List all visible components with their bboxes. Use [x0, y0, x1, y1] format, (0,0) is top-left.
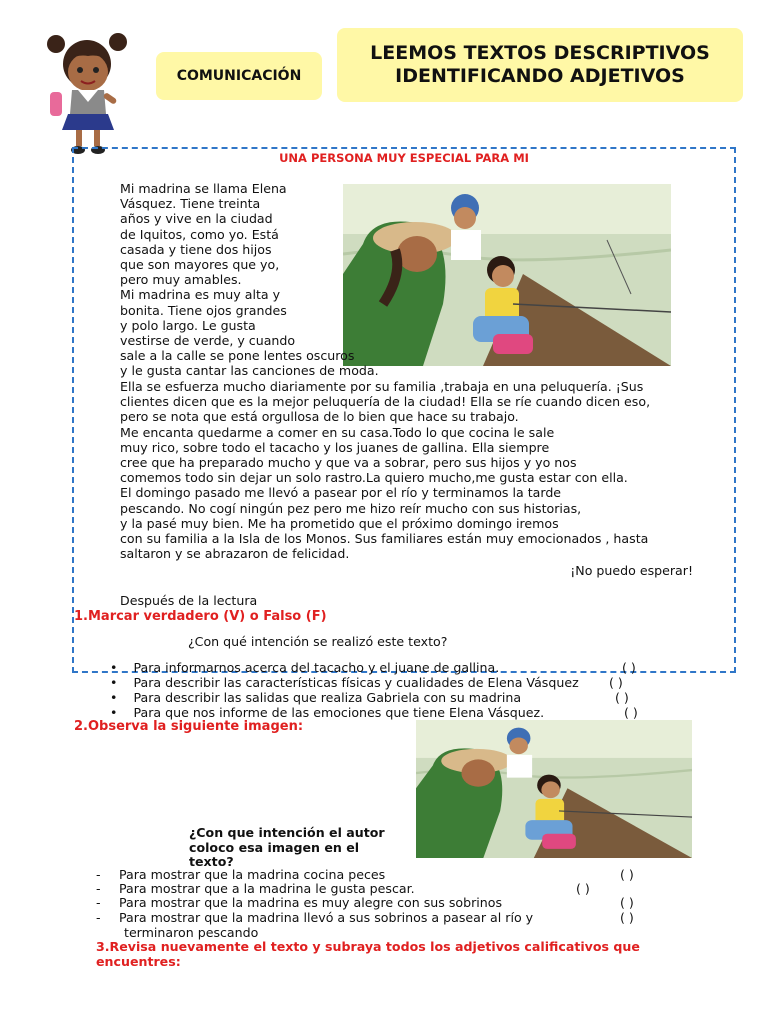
reading-line: y la pasé muy bien. Me ha prometido que el próximo domingo iremos — [120, 515, 559, 531]
q2-answer-box[interactable]: ( ) — [620, 895, 634, 910]
reading-line: Mi madrina se llama Elena — [120, 181, 287, 196]
reading-line: Vásquez. Tiene treinta — [120, 196, 261, 212]
reading-line: bonita. Tiene ojos grandes — [120, 302, 287, 318]
reading-text-body — [120, 379, 650, 561]
reading-line: muy rico, sobre todo el tacacho y los juanes de gallina. Ella siempre — [120, 439, 550, 455]
q1-heading: 1.Marcar verdadero (V) o Falso (F) — [74, 609, 327, 624]
page-title-line1: LEEMOS TEXTOS DESCRIPTIVOS — [370, 42, 710, 64]
q2-question — [189, 826, 385, 870]
reading-title: UNA PERSONA MUY ESPECIAL PARA MI — [279, 151, 529, 165]
q1-option-text: Para describir las características físicas y cualidades de Elena Vásquez — [133, 675, 579, 690]
q2-answer-box[interactable]: ( ) — [576, 881, 590, 896]
reading-line: y polo largo. Le gusta — [120, 317, 256, 333]
q2-heading: 2.Observa la siguiente imagen: — [74, 719, 304, 734]
q1-option — [110, 676, 579, 690]
q1-answer-box[interactable]: ( ) — [609, 675, 623, 690]
q2-option-text: Para mostrar que a la madrina le gusta pescar. — [119, 881, 415, 896]
subject-badge — [156, 52, 322, 100]
reading-line: de Iquitos, como yo. Está — [120, 226, 279, 242]
after-reading-label: Después de la lectura — [120, 593, 258, 608]
q2-answer-box[interactable]: ( ) — [620, 867, 634, 882]
q1-option-text: Para que nos informe de las emociones que tiene Elena Vásquez. — [133, 705, 545, 720]
q3-heading-line: 3.Revisa nuevamente el texto y subraya todos los adjetivos calificativos que — [96, 939, 640, 954]
page-title-badge — [337, 28, 743, 102]
q2-question-line: coloco esa imagen en el — [189, 839, 360, 855]
girl-mascot-illustration — [40, 30, 136, 156]
q2-option-text: Para mostrar que la madrina llevó a sus sobrinos a pasear al río y — [119, 910, 534, 925]
reading-line: años y vive en la ciudad — [120, 211, 273, 227]
reading-line: pero muy amables. — [120, 272, 242, 288]
page-title-line2: IDENTIFICANDO ADJETIVOS — [395, 65, 685, 87]
q2-option-text: Para mostrar que la madrina cocina peces — [119, 867, 386, 882]
reading-line: pescando. No cogí ningún pez pero me hizo reír mucho con sus historias, — [120, 500, 582, 516]
q1-option — [110, 691, 521, 705]
reading-line: saltaron y se abrazaron de felicidad. — [120, 546, 350, 562]
q2-option-continuation: terminaron pescando — [124, 925, 259, 940]
reading-text-wrapped — [120, 181, 379, 379]
reading-line: Mi madrina es muy alta y — [120, 287, 281, 303]
dash-marker: - — [96, 895, 101, 910]
reading-line: El domingo pasado me llevó a pasear por el río y terminamos la tarde — [120, 485, 562, 501]
bullet-icon: • — [110, 675, 134, 690]
reading-line: que son mayores que yo, — [120, 257, 280, 273]
reading-line: pero se nota que está orgullosa de lo bien que hace su trabajo. — [120, 409, 519, 425]
reading-line: vestirse de verde, y cuando — [120, 333, 296, 349]
dash-marker: - — [96, 867, 101, 882]
reading-line: con su familia a la Isla de los Monos. Sus familiares están muy emocionados , hasta — [120, 531, 649, 547]
reading-line: cree que ha preparado mucho y que va a sobrar, pero sus hijos y yo nos — [120, 455, 577, 471]
dash-marker: - — [96, 881, 101, 896]
q3-heading — [96, 939, 640, 969]
q1-option-text: Para informarnos acerca del tacacho y el juane de gallina. — [133, 660, 500, 675]
reading-line: comemos todo sin dejar un solo rastro.La quiero mucho,me gusta estar con ella. — [120, 470, 628, 486]
reading-line: Ella se esfuerza mucho diariamente por su familia ,trabaja en una peluquería. ¡Sus — [120, 379, 644, 394]
reading-closing: ¡No puedo esperar! — [570, 563, 693, 578]
q1-question: ¿Con qué intención se realizó este texto? — [188, 634, 448, 649]
q1-option-text: Para describir las salidas que realiza Gabriela con su madrina — [133, 690, 522, 705]
bullet-icon: • — [110, 690, 134, 705]
q2-answer-box[interactable]: ( ) — [620, 910, 634, 925]
reading-line: y le gusta cantar las canciones de moda. — [120, 363, 379, 379]
q1-answer-box[interactable]: ( ) — [622, 660, 636, 675]
q1-option — [110, 661, 499, 675]
q2-option-text: Para mostrar que la madrina es muy alegre con sus sobrinos — [119, 895, 503, 910]
reading-line: Me encanta quedarme a comer en su casa.Todo lo que cocina le sale — [120, 424, 555, 440]
q2-question-line: ¿Con que intención el autor — [189, 825, 385, 840]
fishing-family-illustration-small — [416, 720, 692, 858]
reading-line: clientes dicen que es la mejor peluquería de la ciudad! Ella se ríe cuando dicen eso, — [120, 394, 651, 410]
dash-marker: - — [96, 910, 101, 925]
q2-question-line: texto? — [189, 854, 234, 869]
fishing-family-illustration — [343, 184, 671, 366]
q3-heading-line: encuentres: — [96, 954, 181, 969]
q1-option — [110, 706, 544, 720]
bullet-icon: • — [110, 660, 134, 675]
subject-label: COMUNICACIÓN — [176, 68, 302, 84]
q1-answer-box[interactable]: ( ) — [624, 705, 638, 720]
bullet-icon: • — [110, 705, 134, 720]
reading-line: casada y tiene dos hijos — [120, 241, 272, 257]
q1-answer-box[interactable]: ( ) — [615, 690, 629, 705]
reading-line: sale a la calle se pone lentes oscuros — [120, 348, 355, 364]
